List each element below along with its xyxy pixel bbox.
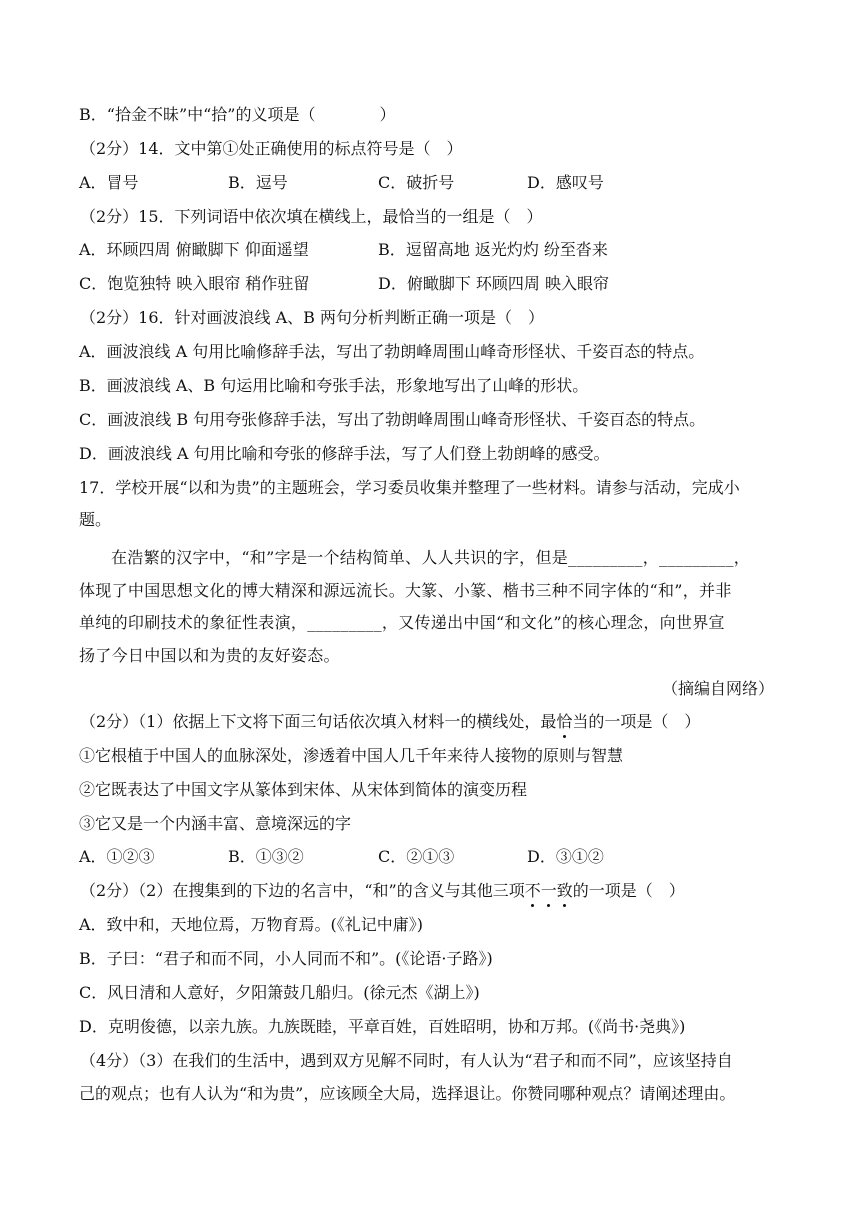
q16-option-a: A．画波浪线 A 句用比喻修辞手法，写出了勃朗峰周围山峰奇形怪状、千姿百态的特点。 <box>79 342 705 361</box>
q17-2-option-d: D．克明俊德，以亲九族。九族既睦，平章百姓，百姓昭明，协和万邦。(《尚书·尧典》) <box>79 1017 686 1036</box>
q17-2-option-a: A．致中和，天地位焉，万物育焉。(《礼记中庸》) <box>79 915 424 934</box>
material-line2: 体现了中国思想文化的博大精深和源远流长。大篆、小篆、楷书三种不同字体的“和”，并非 <box>79 581 732 600</box>
q16-option-c: C．画波浪线 B 句用夸张修辞手法，写出了勃朗峰周围山峰奇形怪状、千姿百态的特点。 <box>79 410 706 429</box>
q17-1-stem <box>80 711 700 733</box>
q17-2-emphasis-3: 致 <box>556 881 573 900</box>
q17-1-sentence3: ③它又是一个内涵丰富、意境深远的字 <box>79 814 352 833</box>
q15-option-b: B．逗留高地 返光灼灼 纷至沓来 <box>378 240 608 259</box>
q14-option-c: C．破折号 <box>378 173 455 192</box>
q17-intro-line1: 17．学校开展“以和为贵”的主题班会，学习委员收集并整理了一些材料。请参与活动，完成小 <box>79 478 740 497</box>
q14-option-b: B．逗号 <box>228 173 288 192</box>
q17-2-stem-part2: 的一项是（ ） <box>572 881 685 900</box>
q17-2-stem-part1: （2分）（2）在搜集到的下边的名言中，“和”的含义与其他三项 <box>80 881 525 900</box>
q17-1-sentence1: ①它根植于中国人的血脉深处，渗透着中国人几千年来待人接物的原则与智慧 <box>79 746 624 765</box>
q17-2-emphasis-2: 一 <box>540 881 557 900</box>
q17-1-stem-part1: （2分）（1）依据上下文将下面三句话依次填入材料一的横线处，最 <box>80 712 557 731</box>
q17-1-option-a: A．①②③ <box>79 847 155 866</box>
q15-option-c: C．饱览独特 映入眼帘 稍作驻留 <box>79 274 310 293</box>
q14-stem: （2分）14．文中第①处正确使用的标点符号是（ ） <box>80 139 463 158</box>
q17-1-sentence2: ②它既表达了中国文字从篆体到宋体、从宋体到简体的演变历程 <box>79 780 528 799</box>
q17-2-option-b: B．子曰：“君子和而不同，小人同而不和”。(《论语·子路》) <box>79 949 493 968</box>
q15-option-d: D．俯瞰脚下 环顾四周 映入眼帘 <box>378 274 610 293</box>
q17-1-stem-part2: 当的一项是（ ） <box>572 712 701 731</box>
q17-1-option-b: B．①③② <box>228 847 304 866</box>
material-line4: 扬了今日中国以和为贵的友好姿态。 <box>79 646 340 665</box>
question-b-line: B．“拾金不昧”中“拾”的义项是（ ） <box>79 105 396 124</box>
q14-option-d: D．感叹号 <box>527 173 604 192</box>
q16-option-b: B．画波浪线 A、B 句运用比喻和夸张手法，形象地写出了山峰的形状。 <box>79 376 589 395</box>
q17-intro-line2: 题。 <box>79 510 112 529</box>
q15-stem: （2分）15．下列词语中依次填在横线上，最恰当的一组是（ ） <box>80 207 543 226</box>
q17-2-option-c: C．风日清和人意好，夕阳箫鼓几船归。(徐元杰《湖上》) <box>79 983 480 1002</box>
q17-3-line1: （4分）（3）在我们的生活中，遇到双方见解不同时，有人认为“君子和而不同”，应该坚持自 <box>80 1051 733 1070</box>
q17-1-option-c: C．②①③ <box>378 847 455 866</box>
q14-option-a: A．冒号 <box>79 173 139 192</box>
q17-2-stem <box>80 880 685 902</box>
q17-1-option-d: D．③①② <box>527 847 604 866</box>
material-line1: 在浩繁的汉字中，“和”字是一个结构简单、人人共识的字，但是_________，_________， <box>111 548 751 567</box>
q16-stem: （2分）16．针对画波浪线 A、B 两句分析判断正确一项是（ ） <box>80 308 545 327</box>
q17-3-line2: 己的观点；也有人认为“和为贵”，应该顾全大局，选择退让。你赞同哪种观点？请阐述理由。 <box>79 1084 736 1103</box>
q15-option-a: A．环顾四周 俯瞰脚下 仰面遥望 <box>79 240 309 259</box>
q16-option-d: D．画波浪线 A 句用比喻和夸张的修辞手法，写了人们登上勃朗峰的感受。 <box>79 444 610 463</box>
q17-1-stem-emphasis: 恰 <box>556 712 573 731</box>
q17-2-emphasis-1: 不 <box>524 881 541 900</box>
material-line3: 单纯的印刷技术的象征性表演，_________，又传递出中国“和文化”的核心理念，向世界宣 <box>79 613 725 632</box>
material-source: （摘编自网络） <box>661 679 774 698</box>
